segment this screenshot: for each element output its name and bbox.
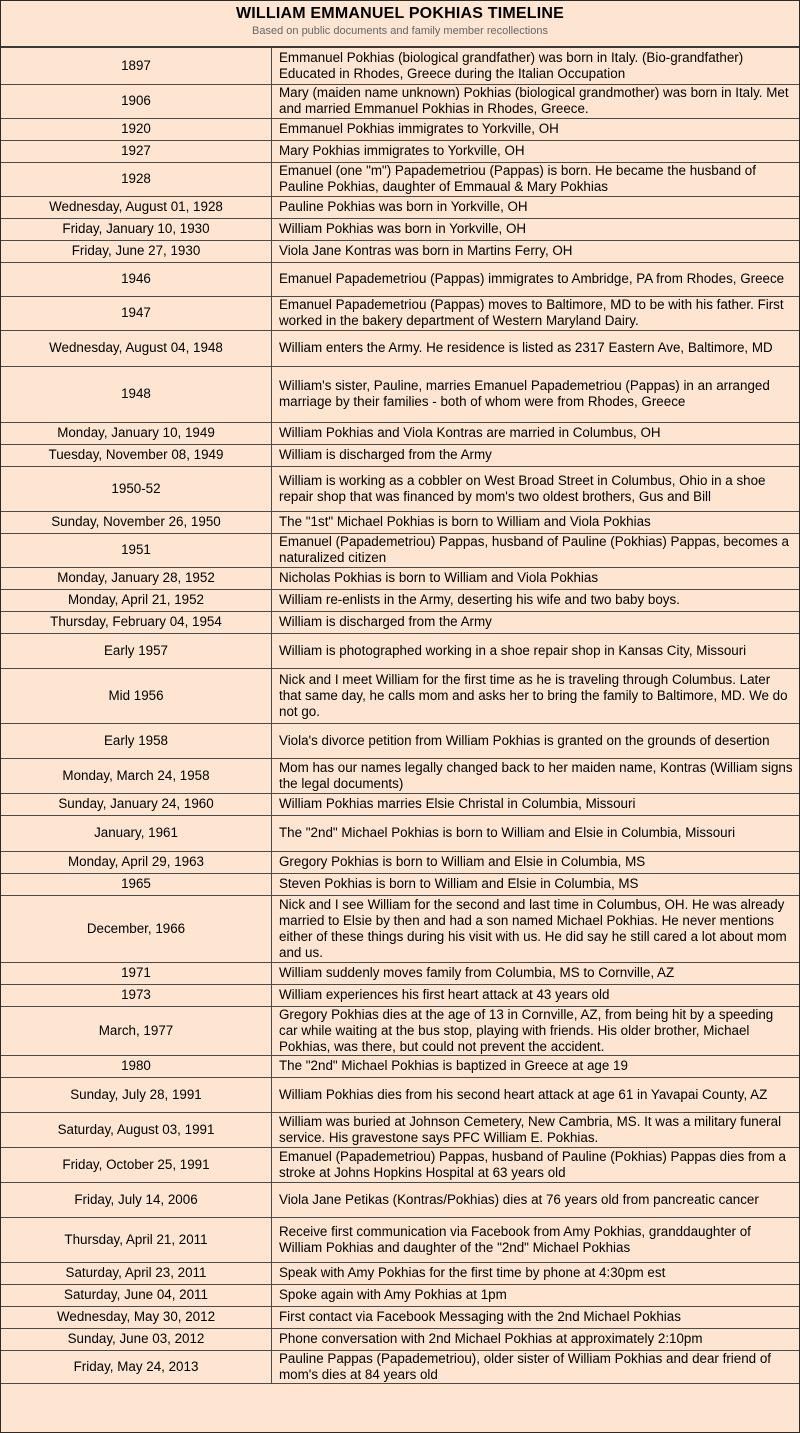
timeline-date: Friday, June 27, 1930	[1, 240, 272, 262]
timeline-event: William Pokhias was born in Yorkville, OH	[272, 218, 800, 240]
timeline-row	[1, 895, 799, 962]
timeline-row	[1, 633, 799, 668]
timeline-row	[1, 1328, 799, 1350]
timeline-row	[1, 793, 799, 815]
timeline-date: December, 1966	[1, 895, 272, 962]
timeline-date: Friday, May 24, 2013	[1, 1350, 272, 1383]
timeline-event: Pauline Pokhias was born in Yorkville, OH	[272, 196, 800, 218]
timeline-row	[1, 162, 799, 196]
timeline-row	[1, 873, 799, 895]
timeline-event: William is discharged from the Army	[272, 611, 800, 633]
timeline-row	[1, 589, 799, 611]
timeline-date: Tuesday, November 08, 1949	[1, 444, 272, 466]
timeline-row	[1, 84, 799, 118]
timeline-row	[1, 330, 799, 366]
timeline-date: Sunday, June 03, 2012	[1, 1328, 272, 1350]
timeline-event: Viola's divorce petition from William Pokhias is granted on the grounds of desertion	[272, 723, 800, 758]
timeline-date: Thursday, February 04, 1954	[1, 611, 272, 633]
timeline-row	[1, 140, 799, 162]
timeline-date: 1950-52	[1, 466, 272, 511]
timeline-row	[1, 240, 799, 262]
timeline-row	[1, 851, 799, 873]
timeline-event: William was buried at Johnson Cemetery, New Cambria, MS. It was a military funeral service. His gravestone says PFC William E. Pokhias.	[272, 1112, 800, 1147]
timeline-row	[1, 1006, 799, 1055]
timeline-event: Mary Pokhias immigrates to Yorkville, OH	[272, 140, 800, 162]
timeline-date: Wednesday, May 30, 2012	[1, 1306, 272, 1328]
timeline-date: 1951	[1, 533, 272, 567]
page-subtitle: Based on public documents and family member recollections	[252, 25, 548, 37]
timeline-event: Spoke again with Amy Pokhias at 1pm	[272, 1284, 800, 1306]
timeline-event: William is photographed working in a shoe repair shop in Kansas City, Missouri	[272, 633, 800, 668]
timeline-date: Sunday, January 24, 1960	[1, 793, 272, 815]
timeline-event: Viola Jane Kontras was born in Martins Ferry, OH	[272, 240, 800, 262]
timeline-date: 1897	[1, 48, 272, 84]
timeline-event: Emanuel (Papademetriou) Pappas, husband of Pauline (Pokhias) Pappas, becomes a naturalized citizen	[272, 533, 800, 567]
timeline-event: William is working as a cobbler on West Broad Street in Columbus, Ohio in a shoe repair shop that was financed by mom's two oldest brothers, Gus and Bill	[272, 466, 800, 511]
timeline-date: Friday, July 14, 2006	[1, 1182, 272, 1217]
timeline-event: Steven Pokhias is born to William and Elsie in Columbia, MS	[272, 873, 800, 895]
timeline-row	[1, 1147, 799, 1182]
timeline-date: 1946	[1, 262, 272, 296]
timeline-event: Pauline Pappas (Papademetriou), older sister of William Pokhias and dear friend of mom's dies at 84 years old	[272, 1350, 800, 1383]
timeline-row	[1, 296, 799, 330]
timeline-date: Early 1958	[1, 723, 272, 758]
timeline-date: Monday, April 21, 1952	[1, 589, 272, 611]
timeline-row	[1, 611, 799, 633]
timeline-row	[1, 422, 799, 444]
timeline-event: Receive first communication via Facebook from Amy Pokhias, granddaughter of William Pokhias and daughter of the "2nd" Michael Pokhias	[272, 1217, 800, 1262]
timeline-row	[1, 1284, 799, 1306]
page-title: WILLIAM EMMANUEL POKHIAS TIMELINE	[235, 5, 565, 22]
timeline-date: January, 1961	[1, 815, 272, 851]
timeline-date: Sunday, November 26, 1950	[1, 511, 272, 533]
timeline-event: Gregory Pokhias dies at the age of 13 in Cornville, AZ, from being hit by a speeding car while waiting at the bus stop, playing with friends. His older brother, Michael Pokhias, was there, but could not prevent the accident.	[272, 1006, 800, 1055]
timeline-row	[1, 758, 799, 793]
timeline-row	[1, 1077, 799, 1112]
timeline-date: Thursday, April 21, 2011	[1, 1217, 272, 1262]
timeline-event: Viola Jane Petikas (Kontras/Pokhias) dies at 76 years old from pancreatic cancer	[272, 1182, 800, 1217]
timeline-event: Emmanuel Pokhias immigrates to Yorkville, OH	[272, 118, 800, 140]
timeline-row	[1, 815, 799, 851]
timeline-row	[1, 1217, 799, 1262]
timeline-date: Wednesday, August 04, 1948	[1, 330, 272, 366]
timeline-event: The "2nd" Michael Pokhias is born to William and Elsie in Columbia, Missouri	[272, 815, 800, 851]
timeline-event: Emanuel (one "m") Papademetriou (Pappas) is born. He became the husband of Pauline Pokhias, daughter of Emmaual & Mary Pokhias	[272, 162, 800, 196]
timeline-event: Nick and I meet William for the first time as he is traveling through Columbus. Later that same day, he calls mom and asks her to bring the family to Baltimore, MD. We do not go.	[272, 668, 800, 723]
timeline-row	[1, 48, 799, 84]
timeline-date: 1980	[1, 1055, 272, 1077]
timeline-date: 1971	[1, 962, 272, 984]
timeline-table	[1, 48, 799, 1384]
timeline-event: Speak with Amy Pokhias for the first time by phone at 4:30pm est	[272, 1262, 800, 1284]
timeline-row	[1, 668, 799, 723]
timeline-date: Friday, October 25, 1991	[1, 1147, 272, 1182]
timeline-date: Wednesday, August 01, 1928	[1, 196, 272, 218]
timeline-event: Emanuel Papademetriou (Pappas) moves to Baltimore, MD to be with his father. First worked in the bakery department of Western Maryland Dairy.	[272, 296, 800, 330]
timeline-date: Sunday, July 28, 1991	[1, 1077, 272, 1112]
timeline-body	[1, 48, 799, 1383]
timeline-event: Emmanuel Pokhias (biological grandfather) was born in Italy. (Bio-grandfather) Educated in Rhodes, Greece during the Italian Occupation	[272, 48, 800, 84]
timeline-date: Saturday, June 04, 2011	[1, 1284, 272, 1306]
timeline-event: Gregory Pokhias is born to William and Elsie in Columbia, MS	[272, 851, 800, 873]
timeline-date: 1948	[1, 366, 272, 422]
timeline-row	[1, 444, 799, 466]
timeline-date: 1965	[1, 873, 272, 895]
timeline-row	[1, 262, 799, 296]
timeline-event: William enters the Army. He residence is listed as 2317 Eastern Ave, Baltimore, MD	[272, 330, 800, 366]
timeline-date: 1973	[1, 984, 272, 1006]
timeline-event: William Pokhias and Viola Kontras are married in Columbus, OH	[272, 422, 800, 444]
timeline-event: Emanuel Papademetriou (Pappas) immigrates to Ambridge, PA from Rhodes, Greece	[272, 262, 800, 296]
timeline-event: Mary (maiden name unknown) Pokhias (biological grandmother) was born in Italy. Met and married Emmanuel Pokhias in Rhodes, Greece.	[272, 84, 800, 118]
timeline-event: Nick and I see William for the second and last time in Columbus, OH. He was already married to Elsie by then and had a son named Michael Pokhias. He never mentions either of these things during his visit with us. He did say he still cared a lot about mom and us.	[272, 895, 800, 962]
timeline-header	[1, 1, 799, 48]
timeline-date: 1927	[1, 140, 272, 162]
timeline-event: William Pokhias marries Elsie Christal in Columbia, Missouri	[272, 793, 800, 815]
timeline-date: Saturday, August 03, 1991	[1, 1112, 272, 1147]
timeline-row	[1, 466, 799, 511]
timeline-date: Saturday, April 23, 2011	[1, 1262, 272, 1284]
timeline-date: Monday, January 28, 1952	[1, 567, 272, 589]
timeline-row	[1, 1350, 799, 1383]
timeline-date: Monday, April 29, 1963	[1, 851, 272, 873]
timeline-event: William's sister, Pauline, marries Emanuel Papademetriou (Pappas) in an arranged marriage by their families - both of whom were from Rhodes, Greece	[272, 366, 800, 422]
timeline-row	[1, 196, 799, 218]
timeline-date: March, 1977	[1, 1006, 272, 1055]
timeline-row	[1, 1055, 799, 1077]
timeline-row	[1, 218, 799, 240]
timeline-event: William re-enlists in the Army, deserting his wife and two baby boys.	[272, 589, 800, 611]
timeline-event: First contact via Facebook Messaging with the 2nd Michael Pokhias	[272, 1306, 800, 1328]
timeline-row	[1, 511, 799, 533]
timeline-event: William suddenly moves family from Columbia, MS to Cornville, AZ	[272, 962, 800, 984]
timeline-event: The "1st" Michael Pokhias is born to William and Viola Pokhias	[272, 511, 800, 533]
timeline-row	[1, 984, 799, 1006]
timeline-event: Nicholas Pokhias is born to William and Viola Pokhias	[272, 567, 800, 589]
timeline-date: Friday, January 10, 1930	[1, 218, 272, 240]
timeline-date: 1906	[1, 84, 272, 118]
timeline-event: Emanuel (Papademetriou) Pappas, husband of Pauline (Pokhias) Pappas dies from a stroke at Johns Hopkins Hospital at 63 years old	[272, 1147, 800, 1182]
timeline-event: William experiences his first heart attack at 43 years old	[272, 984, 800, 1006]
timeline-event: William is discharged from the Army	[272, 444, 800, 466]
timeline-date: 1947	[1, 296, 272, 330]
timeline-event: Phone conversation with 2nd Michael Pokhias at approximately 2:10pm	[272, 1328, 800, 1350]
timeline-row	[1, 533, 799, 567]
timeline-date: Mid 1956	[1, 668, 272, 723]
timeline-event: Mom has our names legally changed back to her maiden name, Kontras (William signs the legal documents)	[272, 758, 800, 793]
timeline-event: The "2nd" Michael Pokhias is baptized in Greece at age 19	[272, 1055, 800, 1077]
timeline-row	[1, 567, 799, 589]
timeline-date: Monday, March 24, 1958	[1, 758, 272, 793]
timeline-date: Monday, January 10, 1949	[1, 422, 272, 444]
timeline-row	[1, 1306, 799, 1328]
timeline-row	[1, 118, 799, 140]
timeline-row	[1, 1182, 799, 1217]
timeline-date: 1928	[1, 162, 272, 196]
timeline-row	[1, 1262, 799, 1284]
timeline-row	[1, 962, 799, 984]
timeline-row	[1, 723, 799, 758]
timeline-date: Early 1957	[1, 633, 272, 668]
timeline-row	[1, 366, 799, 422]
timeline-date: 1920	[1, 118, 272, 140]
timeline-row	[1, 1112, 799, 1147]
timeline-event: William Pokhias dies from his second heart attack at age 61 in Yavapai County, AZ	[272, 1077, 800, 1112]
